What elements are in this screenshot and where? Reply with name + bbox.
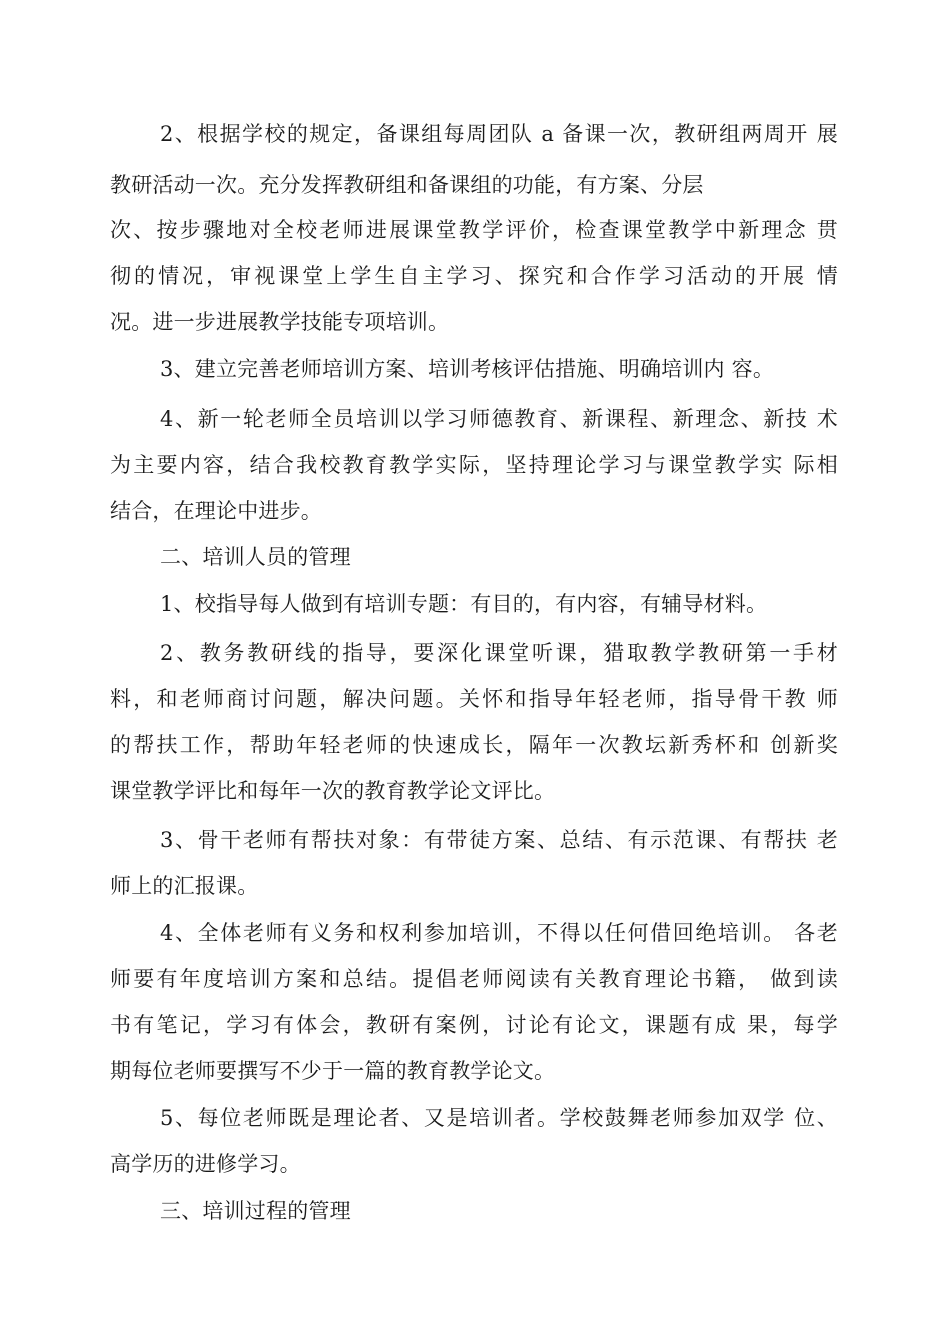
text-line: 结合，在理论中进步。	[110, 499, 322, 523]
text-line: 2、教务教研线的指导，要深化课堂听课，猎取教学教研第一手材	[160, 641, 838, 665]
text-line: 次、按步骤地对全校老师进展课堂教学评价，检查课堂教学中新理念 贯	[110, 218, 838, 242]
text-line: 4、新一轮老师全员培训以学习师德教育、新课程、新理念、新技 术	[160, 407, 838, 431]
text-line: 5、每位老师既是理论者、又是培训者。学校鼓舞老师参加双学 位、	[160, 1106, 838, 1130]
text-line: 4、全体老师有义务和权利参加培训，不得以任何借回绝培训。 各老	[160, 921, 838, 945]
text-line: 教研活动一次。充分发挥教研组和备课组的功能，有方案、分层	[110, 173, 704, 197]
section-heading: 二、培训人员的管理	[160, 545, 351, 569]
text-line: 3、建立完善老师培训方案、培训考核评估措施、明确培训内 容。	[160, 357, 775, 381]
text-line: 师要有年度培训方案和总结。提倡老师阅读有关教育理论书籍， 做到读	[110, 967, 838, 991]
text-line: 师上的汇报课。	[110, 874, 259, 898]
text-line: 期每位老师要撰写不少于一篇的教育教学论文。	[110, 1059, 556, 1083]
section-heading: 三、培训过程的管理	[160, 1199, 351, 1223]
text-line: 况。进一步进展教学技能专项培训。	[110, 310, 450, 334]
text-line: 1、校指导每人做到有培训专题：有目的，有内容，有辅导材料。	[160, 592, 768, 616]
text-line: 3、骨干老师有帮扶对象：有带徒方案、总结、有示范课、有帮扶 老	[160, 828, 838, 852]
text-line: 为主要内容，结合我校教育教学实际，坚持理论学习与课堂教学实 际相	[110, 453, 838, 477]
text-line: 课堂教学评比和每年一次的教育教学论文评比。	[110, 779, 556, 803]
text-line: 料，和老师商讨问题，解决问题。关怀和指导年轻老师，指导骨干教 师	[110, 687, 838, 711]
text-line: 高学历的进修学习。	[110, 1152, 301, 1176]
text-line: 彻的情况，审视课堂上学生自主学习、探究和合作学习活动的开展 情	[110, 264, 838, 288]
text-line: 书有笔记，学习有体会，教研有案例，讨论有论文，课题有成 果，每学	[110, 1013, 838, 1037]
text-line: 的帮扶工作，帮助年轻老师的快速成长，隔年一次教坛新秀杯和 创新奖	[110, 733, 838, 757]
text-line: 2、根据学校的规定，备课组每周团队 a 备课一次，教研组两周开 展	[160, 122, 838, 146]
